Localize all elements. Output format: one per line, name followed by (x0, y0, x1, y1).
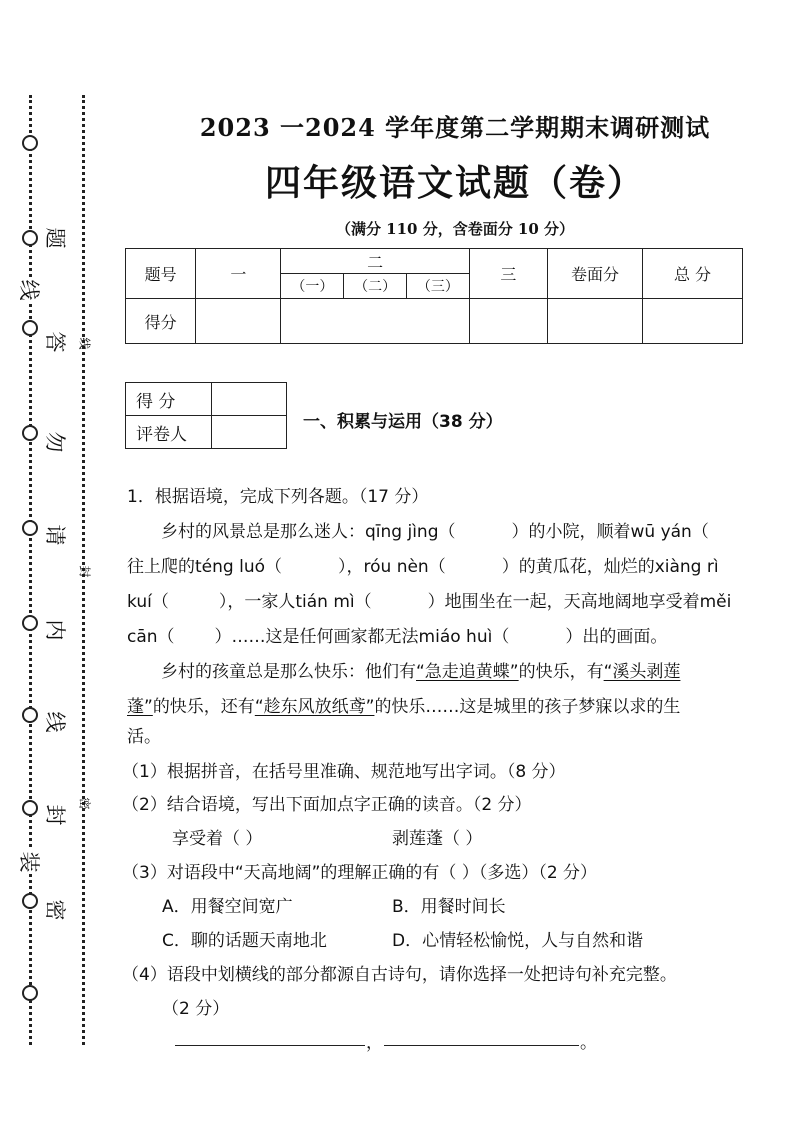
binding-char: 线 (41, 710, 71, 734)
pinyin: měi (699, 592, 732, 612)
underlined-phrase: 蓬” (127, 697, 153, 717)
passage-line: 乡村的孩童总是那么快乐：他们有“急走追黄蝶”的快乐，有“溪头剥莲 (161, 662, 681, 682)
circle-mark (22, 135, 38, 151)
binding-small-char: 封 (77, 565, 92, 578)
section-title: 一、积累与运用（38 分） (303, 412, 503, 432)
binding-char: 答 (41, 330, 71, 354)
sub-question-3: （3）对语段中“天高地阔”的理解正确的有（ ）（多选）（2 分） (122, 863, 598, 883)
score-cell[interactable] (281, 299, 469, 344)
score-cell[interactable] (469, 299, 547, 344)
poem-answer-line-2[interactable] (384, 1045, 579, 1046)
passage-line: 乡村的风景总是那么迷人：qīng jìng（ ）的小院，顺着wū yán（ (161, 522, 709, 542)
score-header-er-sub: （一） (281, 274, 344, 299)
circle-mark (22, 893, 38, 909)
period: 。 (580, 1033, 597, 1053)
circle-mark (22, 230, 38, 246)
score-cell[interactable] (196, 299, 281, 344)
circle-mark (22, 520, 38, 536)
exam-score-note: （满分 110 分，含卷面分 10 分） (335, 220, 575, 238)
option-c[interactable]: C．聊的话题天南地北 (162, 931, 327, 951)
binding-char: 请 (41, 523, 71, 547)
score-header-total: 总 分 (642, 249, 742, 299)
grader-name-cell[interactable] (212, 416, 287, 449)
binding-small-char: 线 (77, 337, 92, 350)
score-header-er-sub: （二） (344, 274, 407, 299)
score-row-label: 得分 (126, 299, 196, 344)
passage-line: 蓬”的快乐，还有“趁东风放纸鸢”的快乐……这是城里的孩子梦寐以求的生 (127, 697, 681, 717)
circle-mark (22, 985, 38, 1001)
pinyin: miáo huì (418, 627, 493, 647)
underlined-phrase: “急走追黄蝶” (416, 662, 519, 682)
pinyin: xiàng rì (654, 557, 719, 577)
score-table (125, 248, 743, 344)
sub-question-4: （4）语段中划横线的部分都源自古诗句，请你选择一处把诗句补充完整。 (122, 965, 677, 985)
binding-char: 勿 (41, 430, 71, 454)
circle-mark (22, 320, 38, 336)
score-header-yi: 一 (196, 249, 281, 299)
score-header-juanmian: 卷面分 (547, 249, 642, 299)
binding-char: 题 (41, 226, 71, 250)
pinyin: qīng jìng (365, 522, 439, 542)
passage-line: cān（ ）……这是任何画家都无法miáo huì（ ）出的画面。 (127, 627, 668, 647)
poem-answer-line-1[interactable] (175, 1045, 365, 1046)
underlined-phrase: “趁东风放纸鸢” (254, 697, 375, 717)
binding-char: 密 (41, 898, 71, 922)
question-stem: 1．根据语境，完成下列各题。（17 分） (127, 487, 429, 507)
pinyin: kuí (127, 592, 152, 612)
score-header-er-sub: （三） (406, 274, 469, 299)
grader-score-label: 得 分 (126, 383, 212, 416)
grader-score-cell[interactable] (212, 383, 287, 416)
pinyin: cān (127, 627, 158, 647)
passage-line: kuí（ ），一家人tián mì（ ）地围坐在一起，天高地阔地享受着měi (127, 592, 732, 612)
option-b[interactable]: B．用餐时间长 (392, 897, 506, 917)
grader-table (125, 382, 287, 449)
score-cell[interactable] (547, 299, 642, 344)
exam-main-title: 四年级语文试题（卷） (264, 163, 645, 204)
binding-small-char: 密 (77, 797, 92, 810)
sub-question-2: （2）结合语境，写出下面加点字正确的读音。（2 分） (122, 795, 532, 815)
score-header-tihao: 题号 (126, 249, 196, 299)
circle-mark (22, 615, 38, 631)
score-header-er: 二 (281, 249, 469, 274)
sub-question-1: （1）根据拼音，在括号里准确、规范地写出字词。（8 分） (122, 762, 566, 782)
grader-name-label: 评卷人 (126, 416, 212, 449)
underlined-phrase: “溪头剥莲 (603, 662, 681, 682)
circle-mark (22, 425, 38, 441)
binding-char: 封 (41, 803, 71, 827)
circle-mark (22, 707, 38, 723)
binding-char: 装 (15, 850, 45, 874)
sub-question-4-score: （2 分） (162, 999, 230, 1019)
comma: ， (366, 1033, 383, 1053)
circle-mark (22, 800, 38, 816)
exam-term-title: 2023 一2024 学年度第二学期期末调研测试 (199, 113, 711, 142)
pinyin: wū yán (630, 522, 692, 542)
score-header-san: 三 (469, 249, 547, 299)
pinyin: tián mì (295, 592, 355, 612)
pinyin: téng luó (195, 557, 265, 577)
binding-margin (0, 95, 95, 1045)
passage-line: 往上爬的téng luó（ ），róu nèn（ ）的黄瓜花，灿烂的xiàng rì (127, 557, 719, 577)
sub-question-2-item-a: 享受着（ ） (172, 829, 263, 849)
binding-char: 线 (15, 278, 45, 302)
option-a[interactable]: A．用餐空间宽广 (162, 897, 293, 917)
pinyin: róu nèn (363, 557, 429, 577)
score-cell[interactable] (642, 299, 742, 344)
option-d[interactable]: D．心情轻松愉悦，人与自然和谐 (392, 931, 644, 951)
binding-char: 内 (41, 618, 71, 642)
passage-line: 活。 (127, 727, 161, 747)
sub-question-2-item-b: 剥莲蓬（ ） (392, 829, 483, 849)
